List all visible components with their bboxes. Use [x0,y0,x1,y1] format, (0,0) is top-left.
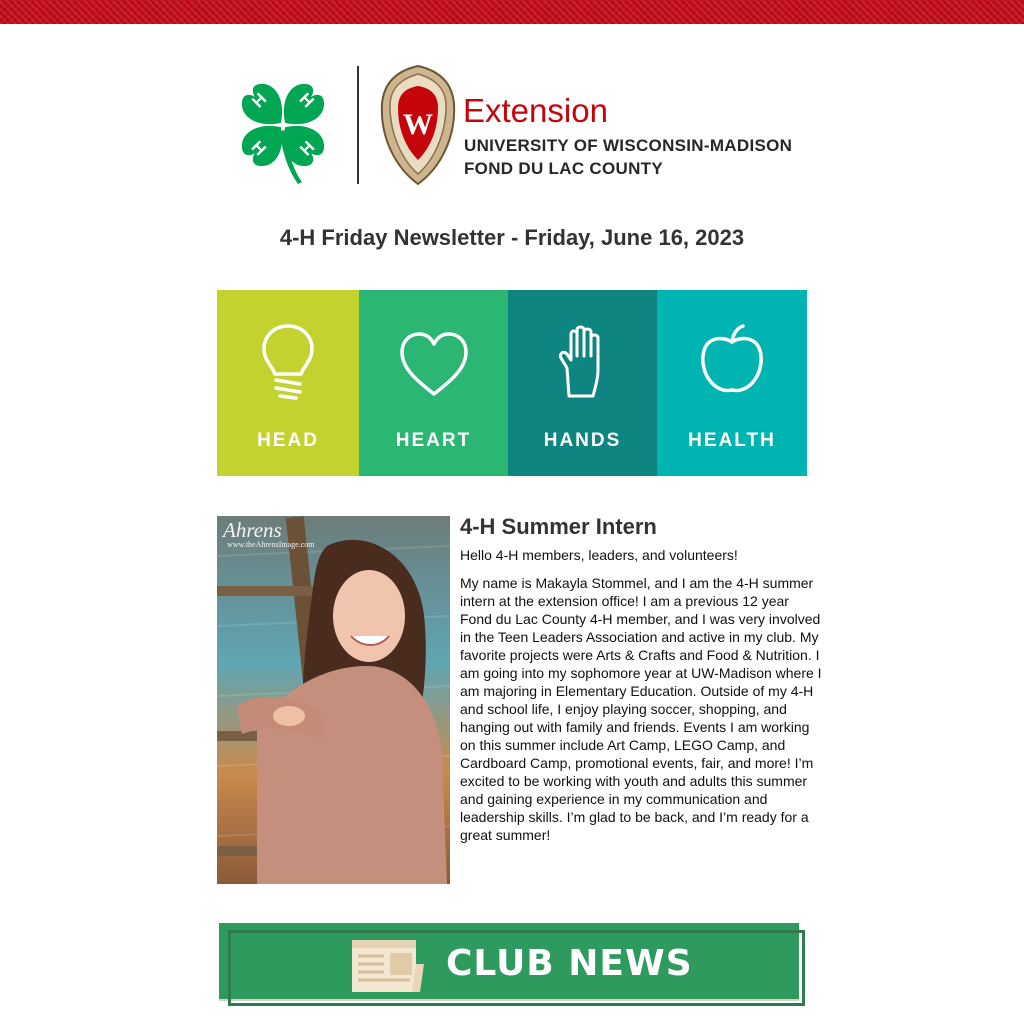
top-decorative-bar [0,0,1024,24]
pillar-label: HANDS [543,430,622,451]
svg-text:H: H [247,137,270,160]
newsletter-title: 4-H Friday Newsletter - Friday, June 16, 2023 [279,225,745,250]
apple-icon [699,324,765,398]
logo-divider [357,66,359,184]
university-name: UNIVERSITY OF WISCONSIN-MADISON [464,136,793,155]
svg-text:H: H [296,137,319,160]
heart-icon [398,330,470,400]
club-news-label: CLUB NEWS [446,943,693,984]
extension-title: Extension [463,92,608,129]
intern-greeting: Hello 4-H members, leaders, and volunteers! [460,547,738,563]
hand-icon [557,324,609,398]
pillar-label: HEART [395,430,472,451]
lightbulb-icon [258,322,318,402]
photo-watermark: Ahrens www.theAhrensImage.com [223,518,315,549]
county-name: FOND DU LAC COUNTY [464,159,663,178]
uw-crest-logo [378,64,458,186]
intern-section-title: 4-H Summer Intern [460,514,657,539]
pillar-label: HEALTH [688,430,776,451]
intern-photo [217,516,450,884]
pillar-hands [508,290,657,476]
pillar-health [657,290,807,476]
four-h-pillars-banner [217,290,807,476]
pillar-label: HEAD [257,430,319,451]
svg-text:H: H [248,89,271,112]
newspaper-icon [350,938,426,994]
pillar-heart [359,290,508,476]
svg-text:H: H [295,89,318,112]
pillar-head [217,290,359,476]
svg-text:W: W [403,108,433,141]
intern-bio: My name is Makayla Stommel, and I am the 4-H summer intern at the extension office! I am a previous 12 year Fond du Lac County 4-H member, and I was very involved in the Teen Leaders Association and active in my club. My favorite projects were Arts & Crafts and Food & Nutrition. I am going into my sophomore year at UW-Madison where I am majoring in Elementary Education. Outside of my 4-H and school life, I enjoy playing soccer, shopping, and hanging out with family and friends. Events I am working on this summer include Art Camp, LEGO Camp, and Cardboard Camp, promotional events, fair, and more! I’m excited to be working with youth and adults this summer and gaining experience in my communication and leadership skills. I’m glad to be back, and I’m ready for a great summer! [460,575,822,843]
four-h-clover-logo [222,64,344,186]
